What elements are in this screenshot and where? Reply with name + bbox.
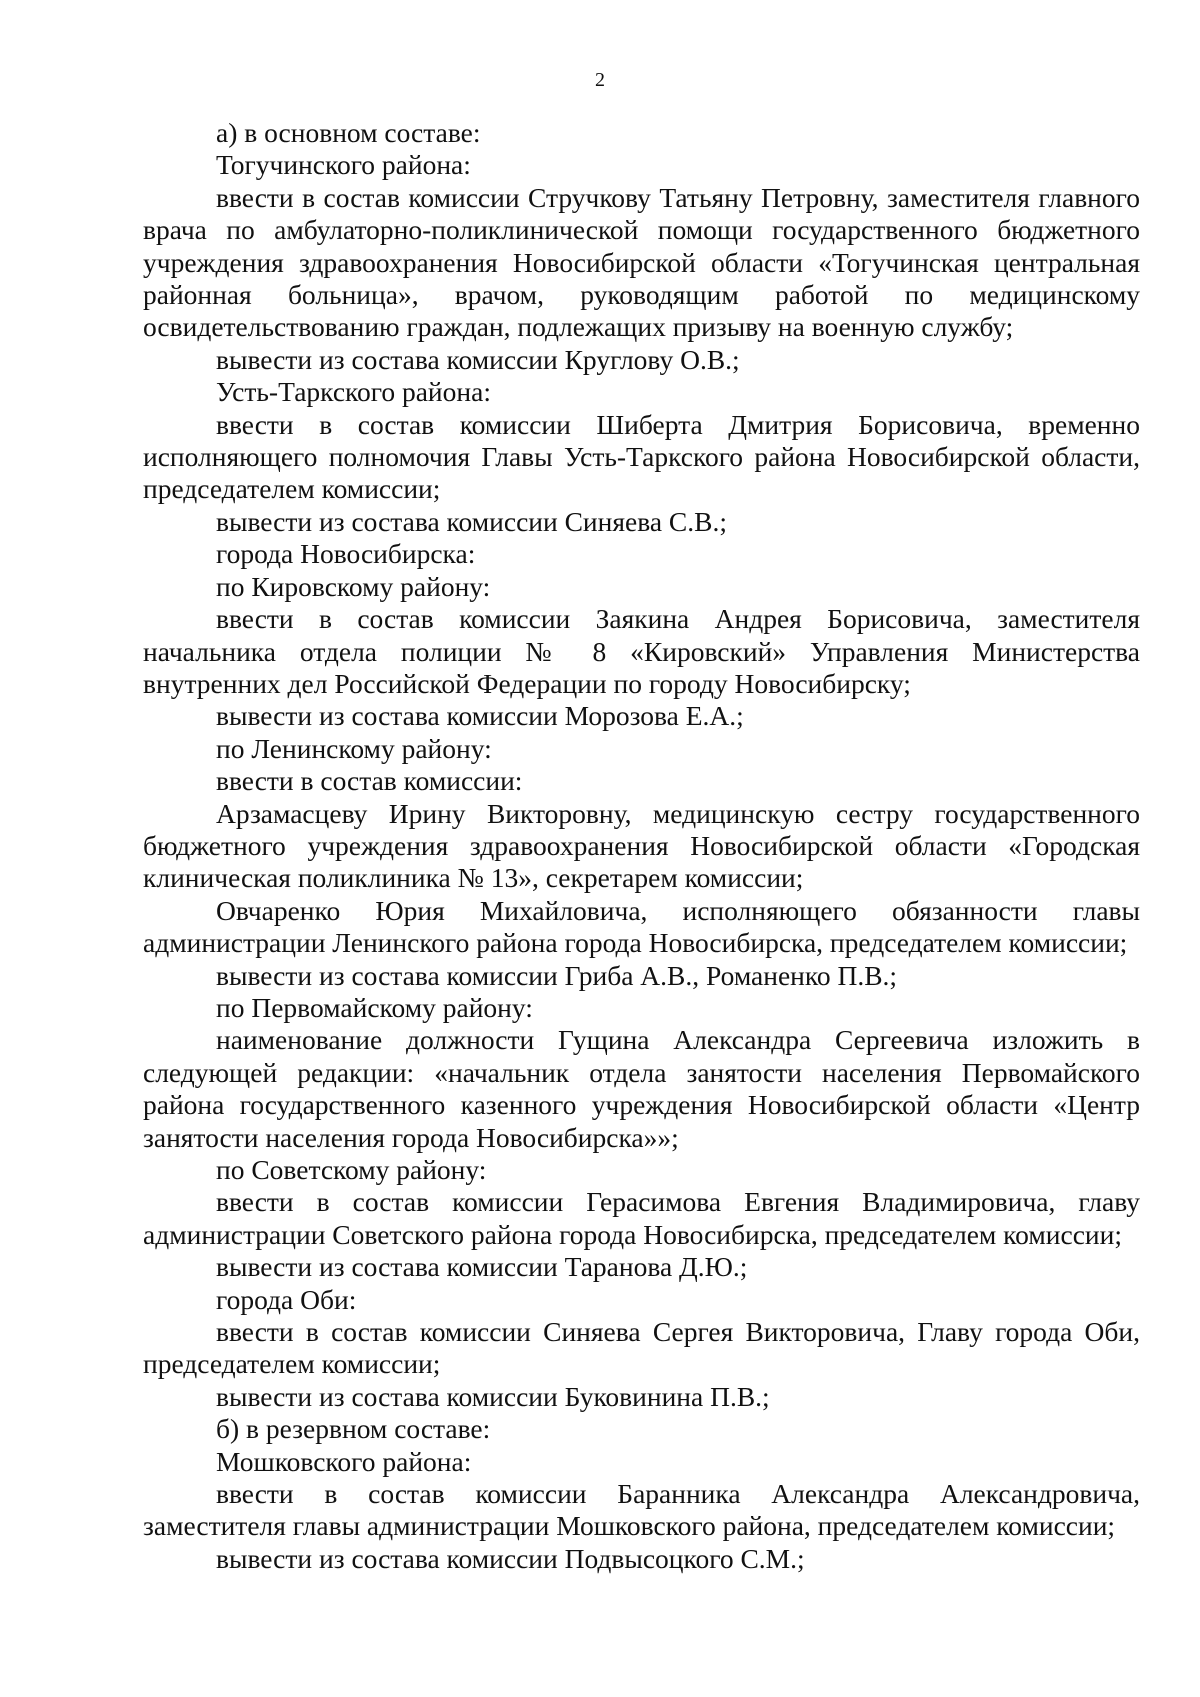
paragraph-exclude-taranov: вывести из состава комиссии Таранова Д.Ю.;	[216, 1251, 748, 1283]
paragraph-include-intro: ввести в состав комиссии:	[216, 765, 523, 797]
city-heading-ob: города Оби:	[216, 1283, 357, 1315]
paragraph-exclude-podvysotsky: вывести из состава комиссии Подвысоцкого С.М.;	[216, 1542, 805, 1574]
paragraph-exclude-kruglova: вывести из состава комиссии Круглову О.В.;	[216, 343, 740, 375]
district-heading-toguchin: Тогучинского района:	[216, 149, 471, 181]
section-heading-main: а) в основном составе:	[216, 117, 481, 148]
paragraph-include-arzamastseva: Арзамасцеву Ирину Викторовну, медицинскую сестру государственного бюджетного учреждения здравоохранения Новосибирской области «Городская клиническая поликлиника № 13», секретарем комиссии;	[143, 797, 1140, 894]
paragraph-include-sinyaev-sergey: ввести в состав комиссии Синяева Сергея Викторовича, Главу города Оби, председателем комиссии;	[143, 1316, 1140, 1380]
page-number: 2	[595, 69, 605, 91]
district-heading-kirovsky: по Кировскому району:	[216, 570, 491, 602]
paragraph-include-gerasimov: ввести в состав комиссии Герасимова Евгения Владимировича, главу администрации Советского района города Новосибирска, председателем комиссии;	[143, 1186, 1140, 1250]
district-heading-ust-tarka: Усть-Таркского района:	[216, 376, 491, 408]
paragraph-exclude-grib-romanenko: вывести из состава комиссии Гриба А.В., Романенко П.В.;	[216, 959, 898, 991]
paragraph-include-struchkova: ввести в состав комиссии Стручкову Татьяну Петровну, заместителя главного врача по амбулаторно-поликлинической помощи государственного бюджетного учреждения здравоохранения Новосибирской области «Тогучинская центральная районная больница», врачом, руководящим работой по медицинскому освидетельствованию граждан, подлежащих призыву на военную службу;	[143, 181, 1140, 343]
paragraph-include-shibert: ввести в состав комиссии Шиберта Дмитрия Борисовича, временно исполняющего полномочия Главы Усть-Таркского района Новосибирской области, председателем комиссии;	[143, 408, 1140, 505]
district-heading-moshkovo: Мошковского района:	[216, 1445, 472, 1477]
paragraph-rename-gushchin: наименование должности Гущина Александра Сергеевича изложить в следующей редакции: «начальник отдела занятости населения Первомайского района государственного казенного учреждения Новосибирской области «Центр занятости населения города Новосибирска»»;	[143, 1024, 1140, 1153]
section-heading-reserve: б) в резервном составе:	[216, 1413, 491, 1445]
document-body	[143, 117, 1140, 1575]
district-heading-sovetsky: по Советскому району:	[216, 1154, 487, 1185]
paragraph-exclude-sinyaev: вывести из состава комиссии Синяева С.В.;	[216, 505, 727, 537]
paragraph-exclude-bukovinin: вывести из состава комиссии Буковинина П.В.;	[216, 1380, 770, 1412]
paragraph-exclude-morozov: вывести из состава комиссии Морозова Е.А.;	[216, 700, 744, 732]
paragraph-include-zayakin: ввести в состав комиссии Заякина Андрея Борисовича, заместителя начальника отдела полиции № 8 «Кировский» Управления Министерства внутренних дел Российской Федерации по городу Новосибирску;	[143, 603, 1140, 699]
district-heading-leninsky: по Ленинскому району:	[216, 732, 492, 764]
paragraph-include-barannik: ввести в состав комиссии Баранника Александра Александровича, заместителя главы администрации Мошковского района, председателем комиссии;	[143, 1478, 1140, 1542]
district-heading-pervomaisky: по Первомайскому району:	[216, 991, 533, 1023]
city-heading-novosibirsk: города Новосибирска:	[216, 538, 476, 570]
paragraph-include-ovcharenko: Овчаренко Юрия Михайловича, исполняющего обязанности главы администрации Ленинского района города Новосибирска, председателем комиссии;	[143, 894, 1140, 959]
